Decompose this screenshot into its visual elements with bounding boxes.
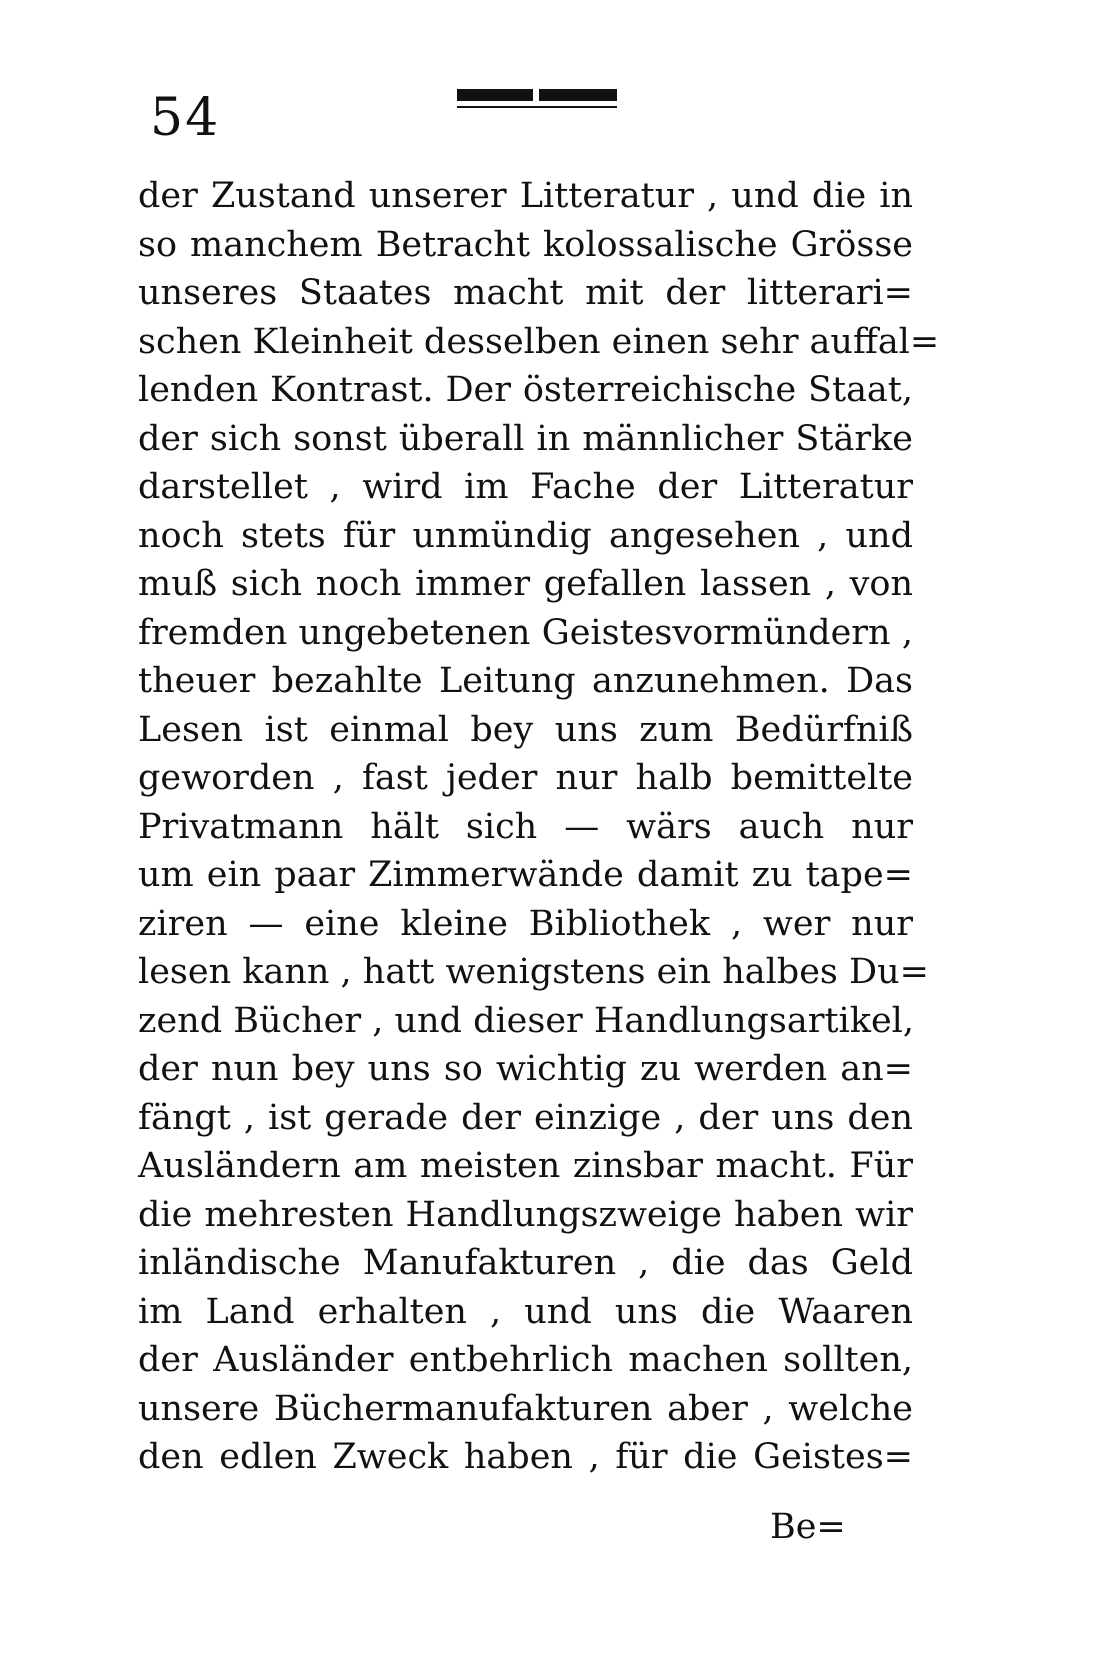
- text-line: um ein paar Zimmerwände damit zu tape=: [138, 855, 913, 895]
- text-line: Privatmann hält sich — wärs auch nur: [138, 806, 913, 847]
- text-line: Ausländern am meisten zinsbar macht. Für: [138, 1146, 913, 1186]
- text-line: den edlen Zweck haben , für die Geistes=: [138, 1437, 913, 1477]
- text-line: theuer bezahlte Leitung anzunehmen. Das: [138, 661, 913, 701]
- text-line: muß sich noch immer gefallen lassen , von: [138, 564, 913, 604]
- text-line: lesen kann , hatt wenigstens ein halbes Du=: [138, 952, 929, 992]
- text-line: der sich sonst überall in männlicher Stärke: [138, 418, 913, 459]
- text-line: zend Bücher , und dieser Handlungsartikel,: [138, 1000, 914, 1041]
- text-line: fremden ungebetenen Geistesvormündern ,: [138, 612, 913, 653]
- text-line: Lesen ist einmal bey uns zum Bedürfniß: [138, 709, 913, 750]
- header-ornament: [457, 89, 617, 115]
- text-line: darstellet , wird im Fache der Litteratur: [138, 467, 913, 507]
- text-line: schen Kleinheit desselben einen sehr auffal=: [138, 321, 940, 362]
- text-line: geworden , fast jeder nur halb bemittelte: [138, 758, 913, 798]
- text-line: im Land erhalten , und uns die Waaren: [138, 1291, 913, 1332]
- text-line: so manchem Betracht kolossalische Grösse: [138, 224, 913, 265]
- text-line: der Ausländer entbehrlich machen sollten,: [138, 1340, 913, 1380]
- text-line: fängt , ist gerade der einzige , der uns den: [138, 1097, 913, 1138]
- text-line: unsere Büchermanufakturen aber , welche: [138, 1388, 913, 1429]
- text-line: der Zustand unserer Litteratur , und die in: [138, 176, 913, 216]
- catchword: Be=: [770, 1507, 846, 1547]
- page-number: 54: [150, 88, 221, 148]
- text-line: inländische Manufakturen , die das Geld: [138, 1243, 913, 1283]
- text-line: die mehresten Handlungszweige haben wir: [138, 1194, 913, 1235]
- text-line: noch stets für unmündig angesehen , und: [138, 515, 913, 556]
- text-line: der nun bey uns so wichtig zu werden an=: [138, 1049, 913, 1089]
- text-line: lenden Kontrast. Der österreichische Staat,: [138, 370, 913, 410]
- body-text: [138, 172, 940, 1482]
- text-line: unseres Staates macht mit der litterari=: [138, 273, 913, 313]
- text-line: ziren — eine kleine Bibliothek , wer nur: [138, 903, 913, 944]
